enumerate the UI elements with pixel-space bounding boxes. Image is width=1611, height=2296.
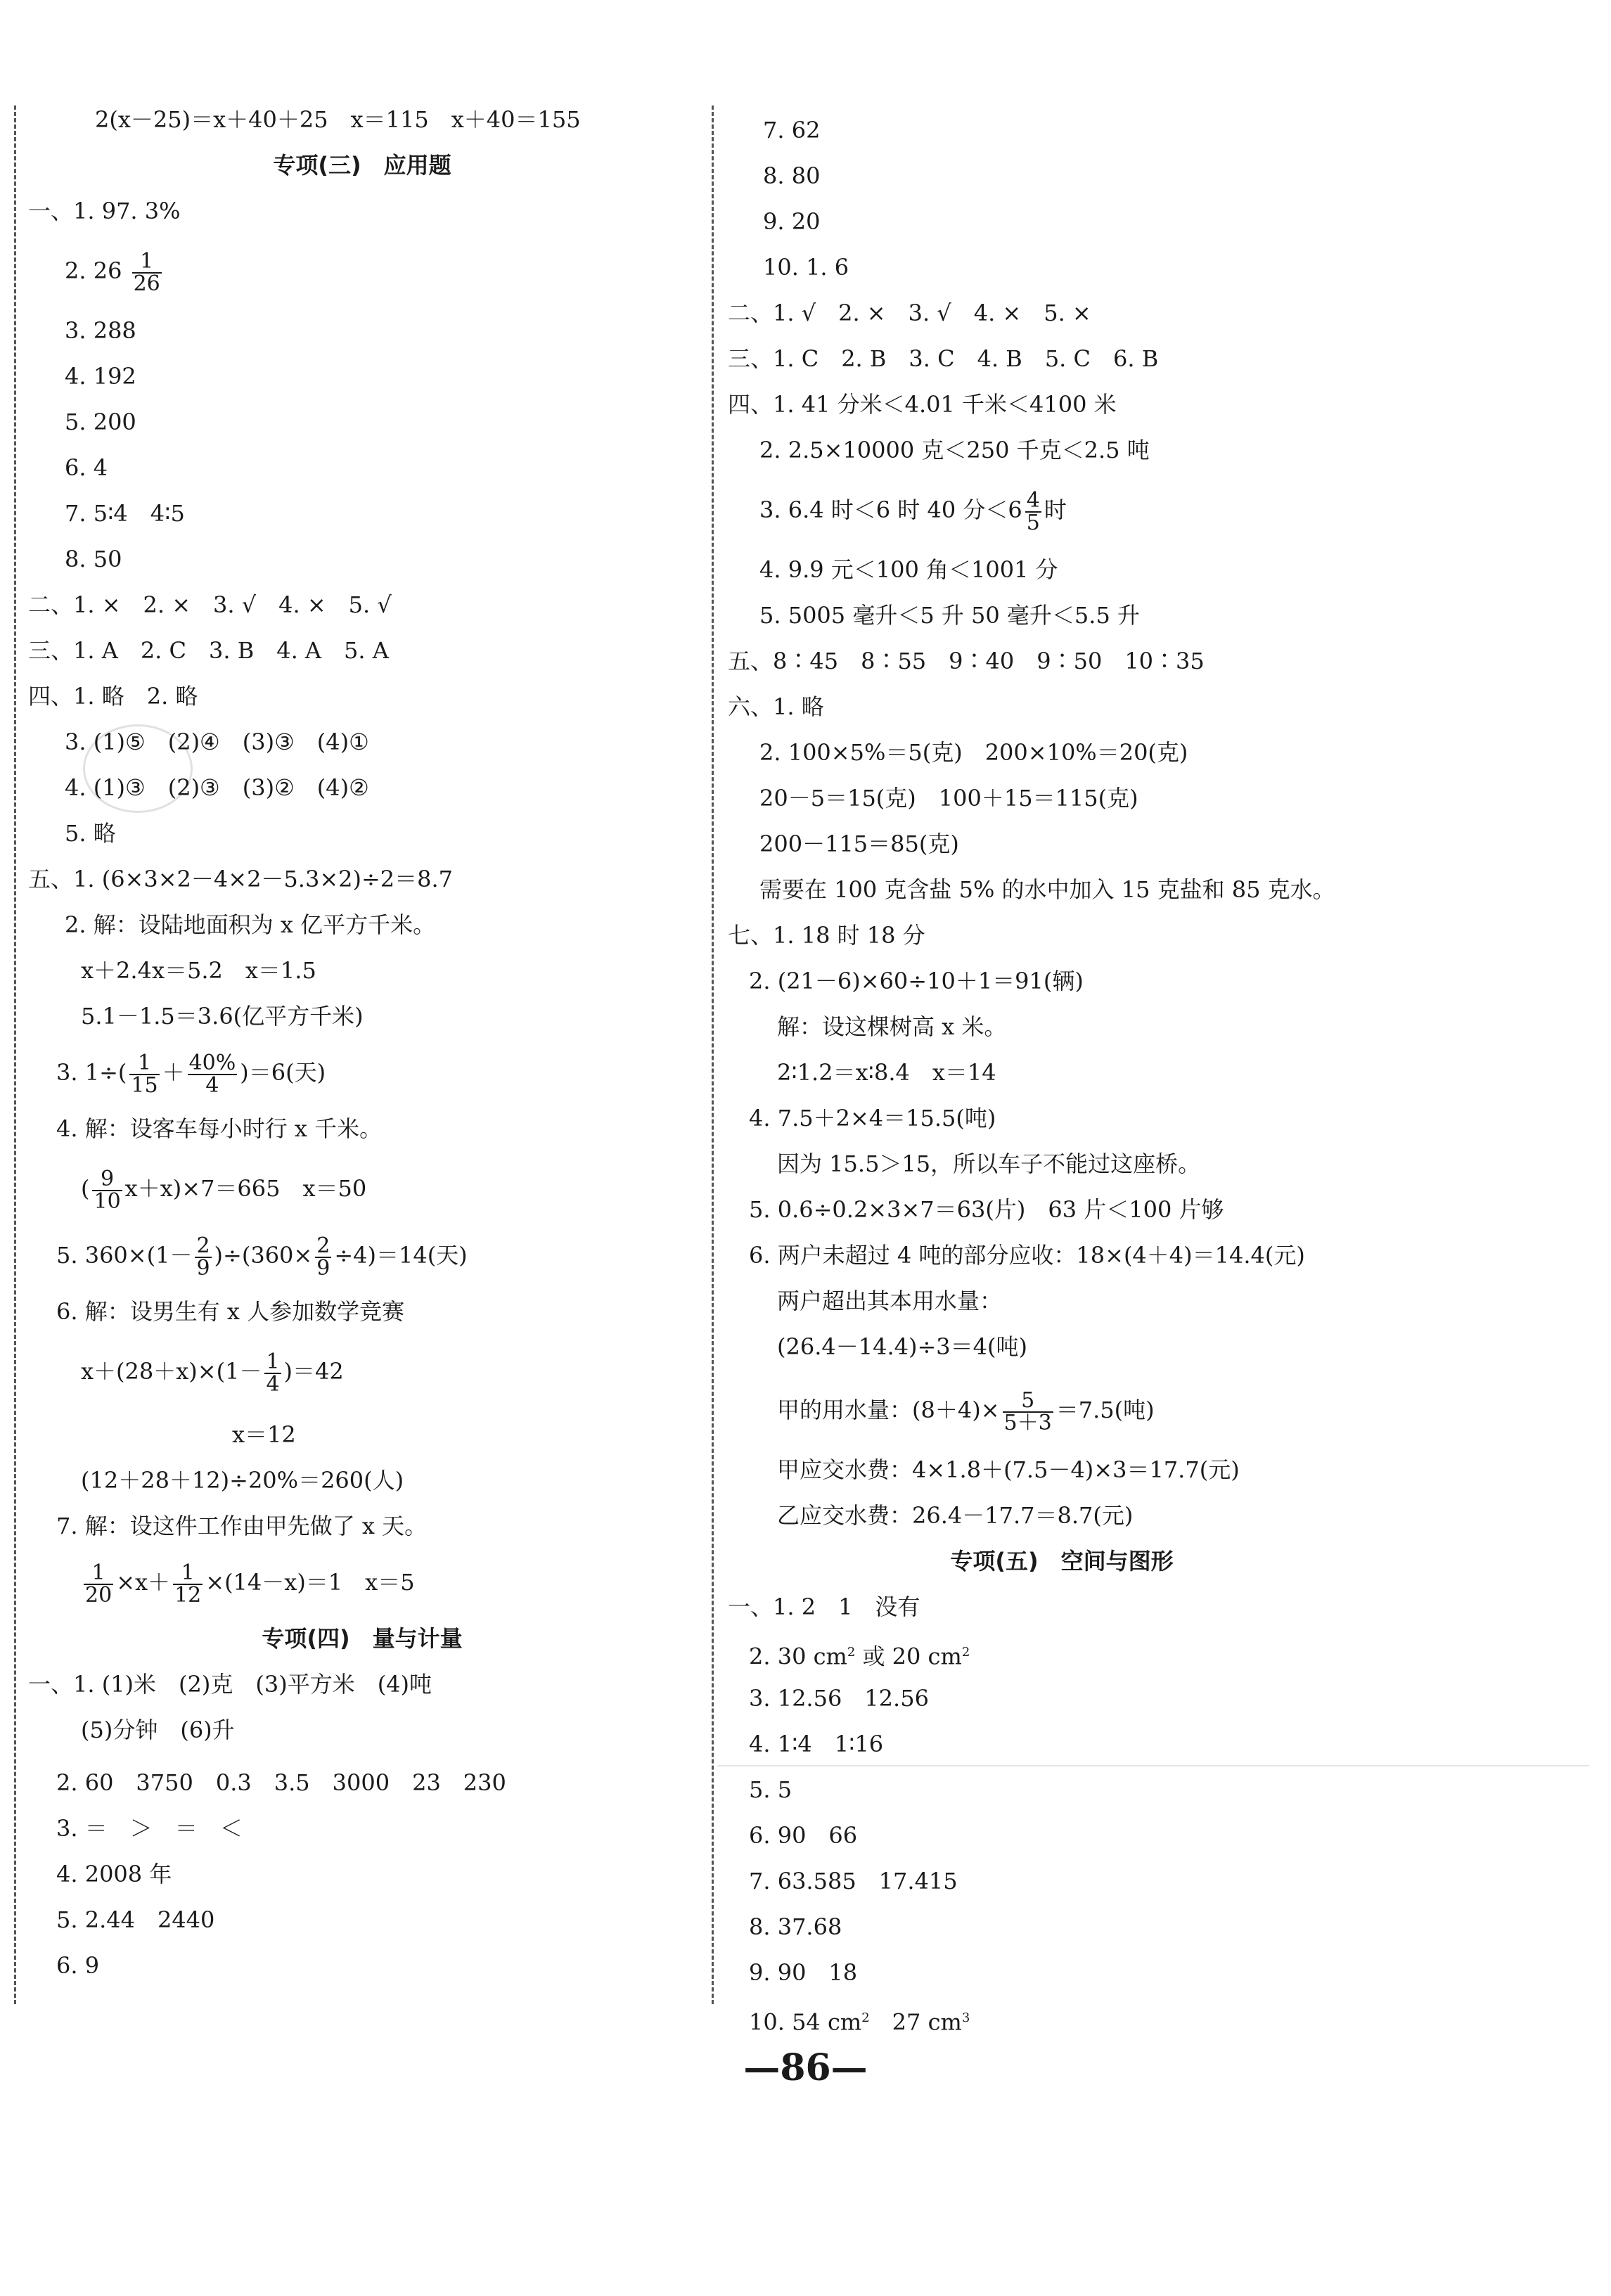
answer-line-units: [749, 2004, 970, 2036]
answer-line: 5. 5005 毫升＜5 升 50 毫升＜5.5 升: [759, 602, 1140, 629]
denominator: 4: [266, 1371, 280, 1397]
faint-fold-line: [717, 1765, 1589, 1766]
answer-line: 一、1. (1)米 (2)克 (3)平方米 (4)吨: [28, 1671, 432, 1698]
numerator: 2: [316, 1233, 330, 1258]
answer-line: 3. 12.56 12.56: [749, 1685, 929, 1712]
text: 5. 360×(1－: [56, 1242, 193, 1269]
numerator: 1: [84, 1563, 113, 1585]
answer-line: 解：设这棵树高 x 米。: [777, 1013, 1007, 1040]
answer-line-fraction: [759, 482, 1067, 538]
answer-line: 2. (21－6)×60÷10＋1＝91(辆): [749, 968, 1084, 994]
answer-line: 5. 200: [65, 409, 136, 435]
answer-line: 2. 解：设陆地面积为 x 亿平方千米。: [65, 911, 436, 938]
answer-line: 2. 2.5×10000 克＜250 千克＜2.5 吨: [759, 437, 1150, 463]
text: ÷4)＝14(天): [334, 1242, 468, 1269]
numerator: 1: [173, 1563, 203, 1585]
numerator: 40%: [188, 1050, 236, 1075]
answer-line: 三、1. C 2. B 3. C 4. B 5. C 6. B: [728, 345, 1159, 372]
text: )＝6(天): [240, 1059, 326, 1086]
text: x＋x)×7＝665 x＝50: [124, 1175, 367, 1202]
answer-line-fraction: [81, 1160, 366, 1217]
text: 2. 30 cm: [749, 1643, 847, 1670]
answer-line: 乙应交水费：26.4－17.7＝8.7(元): [777, 1502, 1134, 1529]
answer-line: 4. 7.5＋2×4＝15.5(吨): [749, 1105, 996, 1131]
text: ＝7.5(吨): [1055, 1397, 1155, 1423]
section-heading-5: 专项(五) 空间与图形: [950, 1548, 1174, 1575]
text: 甲的用水量：(8＋4)×: [777, 1397, 1000, 1423]
superscript: 2: [847, 1645, 856, 1660]
answer-line: 二、1. √ 2. × 3. √ 4. × 5. ×: [728, 300, 1091, 326]
numerator: 2: [196, 1233, 210, 1258]
fraction: [195, 1233, 211, 1281]
answer-line: 10. 1. 6: [763, 254, 849, 281]
numerator: 1: [129, 1053, 159, 1075]
text: ＋: [162, 1059, 185, 1086]
answer-line: 两户超出其本用水量：: [777, 1288, 1003, 1314]
fraction: [188, 1050, 238, 1098]
fraction: [129, 1050, 159, 1098]
text: (: [81, 1175, 90, 1202]
answer-line: 7. 63.585 17.415: [749, 1868, 958, 1894]
answer-line: 3. ＝ ＞ ＝ ＜: [56, 1815, 243, 1842]
text: ×x＋: [116, 1569, 171, 1596]
answer-line-fraction: [81, 1343, 344, 1399]
denominator: 12: [174, 1582, 202, 1608]
superscript: 3: [961, 2010, 970, 2025]
answer-line: x＋2.4x＝5.2 x＝1.5: [81, 957, 316, 984]
numerator: 1: [266, 1349, 280, 1374]
answer-line-fraction: [65, 243, 165, 299]
denominator: 9: [196, 1255, 210, 1281]
answer-line-units: [749, 1638, 970, 1670]
answer-line: 20－5＝15(克) 100＋15＝115(克): [759, 785, 1138, 812]
answer-line: (12＋28＋12)÷20%＝260(人): [81, 1467, 404, 1494]
fraction: [132, 248, 162, 296]
answer-line: 4. (1)③ (2)③ (3)② (4)②: [65, 774, 369, 801]
answer-line: 五、1. (6×3×2－4×2－5.3×2)÷2＝8.7: [28, 866, 454, 892]
answer-line: 六、1. 略: [728, 693, 824, 720]
answer-line: 9. 90 18: [749, 1959, 858, 1986]
superscript: 2: [861, 2010, 870, 2025]
denominator: 4: [205, 1072, 219, 1098]
answer-line: 7. 62: [763, 117, 821, 143]
answer-line-fraction: [81, 1554, 415, 1610]
numerator: 1: [132, 251, 162, 274]
answer-line-fraction: [56, 1044, 326, 1101]
fraction: [1003, 1387, 1053, 1435]
denominator: 15: [131, 1072, 158, 1098]
denominator: 10: [94, 1188, 121, 1214]
page-number: —86—: [743, 2046, 868, 2089]
answer-line-fraction: [777, 1382, 1155, 1438]
answer-line-fraction: [56, 1227, 468, 1283]
answer-line: 三、1. A 2. C 3. B 4. A 5. A: [28, 637, 389, 664]
text: 3. 6.4 时＜6 时 40 分＜6: [759, 496, 1022, 523]
denominator: 26: [133, 271, 160, 296]
answer-line: 五、8∶45 8∶55 9∶40 9∶50 10∶35: [728, 648, 1205, 674]
answer-line: 6. 90 66: [749, 1822, 858, 1849]
text: 10. 54 cm: [749, 2008, 862, 2036]
fraction: [315, 1233, 331, 1281]
answer-line: 2. 60 3750 0.3 3.5 3000 23 230: [56, 1769, 506, 1796]
answer-line: 二、1. × 2. × 3. √ 4. × 5. √: [28, 591, 392, 618]
answer-line: 6. 9: [56, 1952, 100, 1979]
fraction: [92, 1166, 122, 1214]
text: 3. 1÷(: [56, 1059, 127, 1086]
text: )＝42: [283, 1358, 344, 1385]
answer-line: 8. 80: [763, 162, 821, 189]
answer-line: 5. 2.44 2440: [56, 1906, 215, 1933]
left-dashed-margin: [14, 105, 16, 2004]
answer-line: 5.1－1.5＝3.6(亿平方千米): [81, 1003, 364, 1030]
answer-line: 3. 288: [65, 317, 136, 344]
answer-line: 8. 37.68: [749, 1913, 842, 1940]
answer-line: 5. 5: [749, 1776, 792, 1803]
section-heading-3: 专项(三) 应用题: [273, 152, 451, 179]
answer-line: 7. 解：设这件工作由甲先做了 x 天。: [56, 1513, 428, 1539]
denominator: 5＋3: [1003, 1410, 1052, 1435]
answer-line: 2∶1.2＝x∶8.4 x＝14: [777, 1059, 996, 1086]
column-divider: [712, 105, 714, 2004]
fraction: [173, 1560, 203, 1608]
answer-line: 6. 解：设男生有 x 人参加数学竞赛: [56, 1298, 405, 1325]
answer-line: 四、1. 41 分米＜4.01 千米＜4100 米: [728, 391, 1117, 418]
numerator: 9: [92, 1169, 122, 1191]
answer-line: 4. 解：设客车每小时行 x 千米。: [56, 1115, 383, 1142]
superscript: 2: [961, 1645, 970, 1660]
text: 或 20 cm: [855, 1643, 962, 1670]
answer-line: 2(x－25)＝x＋40＋25 x＝115 x＋40＝155: [95, 106, 581, 133]
answer-line: 9. 20: [763, 208, 821, 235]
answer-line: x＝12: [232, 1421, 296, 1448]
answer-line: 4. 2008 年: [56, 1861, 172, 1887]
denominator: 5: [1026, 510, 1040, 535]
answer-line: 4. 1∶4 1∶16: [749, 1731, 884, 1757]
answer-line: 需要在 100 克含盐 5% 的水中加入 15 克盐和 85 克水。: [759, 876, 1335, 903]
answer-line: (26.4－14.4)÷3＝4(吨): [777, 1333, 1027, 1360]
answer-line: 3. (1)⑤ (2)④ (3)③ (4)①: [65, 729, 369, 755]
text: ×(14－x)＝1 x＝5: [205, 1569, 415, 1596]
text: 27 cm: [869, 2008, 962, 2036]
answer-line: 200－115＝85(克): [759, 830, 959, 857]
answer-line: 四、1. 略 2. 略: [28, 683, 198, 710]
fraction: [1025, 487, 1041, 535]
answer-line: 6. 两户未超过 4 吨的部分应收：18×(4＋4)＝14.4(元): [749, 1242, 1305, 1269]
answer-line: 5. 略: [65, 820, 116, 847]
answer-line: 4. 192: [65, 363, 136, 390]
section-heading-4: 专项(四) 量与计量: [262, 1625, 463, 1652]
answer-line: (5)分钟 (6)升: [81, 1717, 235, 1743]
answer-line: 5. 0.6÷0.2×3×7＝63(片) 63 片＜100 片够: [749, 1196, 1224, 1223]
text: 2. 26: [65, 257, 122, 284]
fraction: [264, 1349, 281, 1397]
answer-line: 4. 9.9 元＜100 角＜1001 分: [759, 556, 1058, 583]
text: x＋(28＋x)×(1－: [81, 1358, 262, 1385]
answer-line: 2. 100×5%＝5(克) 200×10%＝20(克): [759, 739, 1188, 766]
denominator: 20: [85, 1582, 113, 1608]
numerator: 5: [1003, 1390, 1053, 1413]
answer-line: 甲应交水费：4×1.8＋(7.5－4)×3＝17.7(元): [777, 1456, 1240, 1483]
answer-line: 七、1. 18 时 18 分: [728, 922, 925, 949]
answer-line: 8. 50: [65, 546, 122, 572]
answer-line: 一、1. 97. 3%: [28, 198, 181, 224]
denominator: 9: [316, 1255, 330, 1281]
text: )÷(360×: [214, 1242, 313, 1269]
fraction: [84, 1560, 113, 1608]
numerator: 4: [1026, 487, 1040, 513]
answer-line: 6. 4: [65, 454, 108, 481]
answer-line: 7. 5∶4 4∶5: [65, 500, 185, 527]
answer-line: 因为 15.5＞15，所以车子不能过这座桥。: [777, 1150, 1201, 1177]
answer-line: 一、1. 2 1 没有: [728, 1593, 920, 1620]
text: 时: [1044, 496, 1067, 523]
